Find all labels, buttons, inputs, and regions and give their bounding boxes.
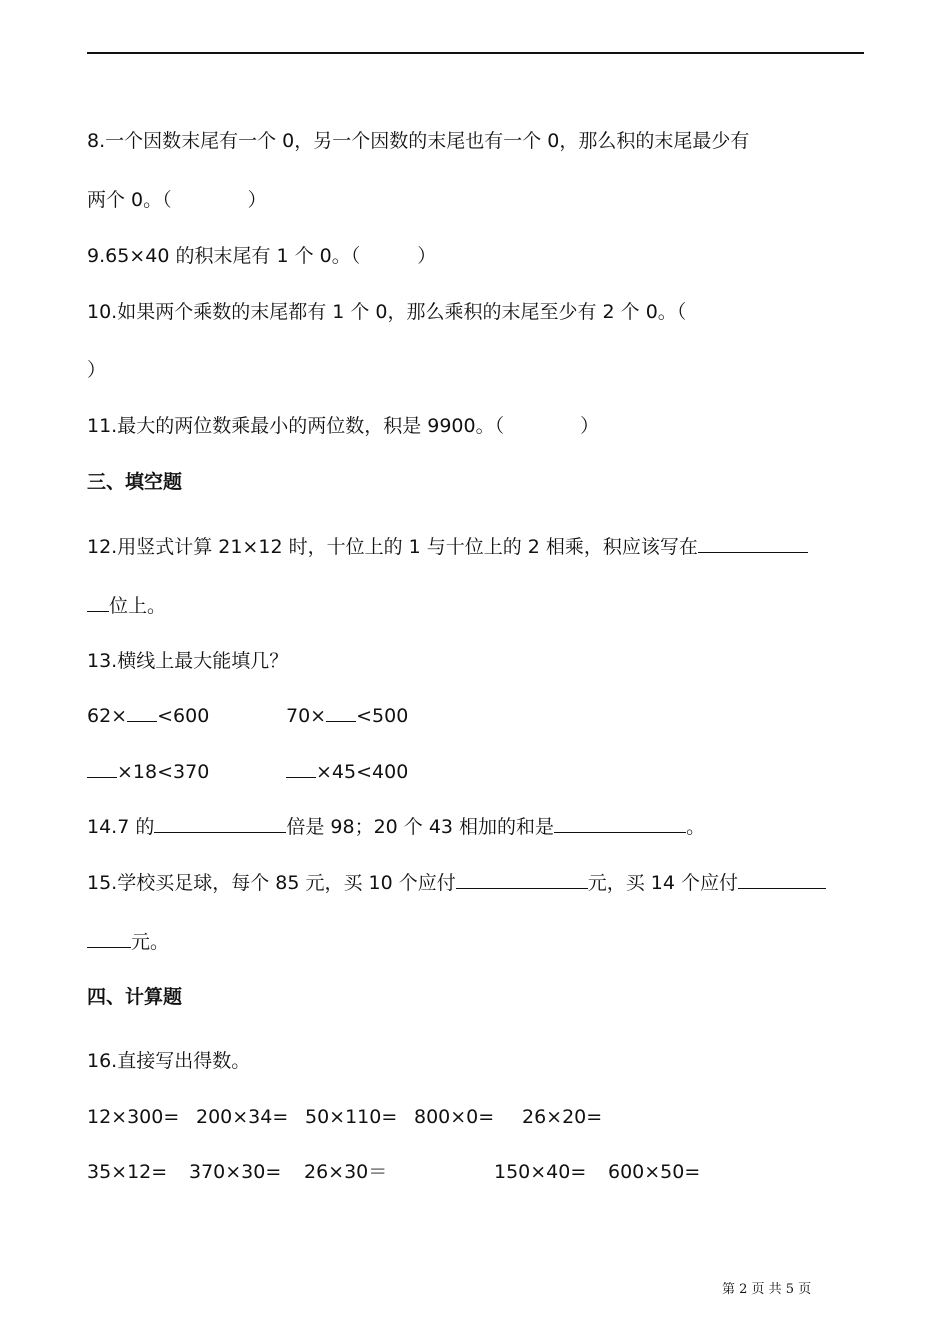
question-12-text: 12.用竖式计算 21×12 时，十位上的 1 与十位上的 2 相乘，积应该写在 <box>87 536 698 558</box>
calc-item: 50×110= <box>305 1106 398 1128</box>
calc-item: 370×30= <box>189 1161 282 1183</box>
question-10-line2: ） <box>87 359 107 381</box>
question-8-line2: 两个 0。（ ） <box>87 189 267 211</box>
calc-item: 35×12= <box>87 1161 168 1183</box>
question-14 <box>87 814 705 840</box>
question-12-line1 <box>87 534 808 560</box>
question-10-line1: 10.如果两个乘数的末尾都有 1 个 0，那么乘积的末尾至少有 2 个 0。（ <box>87 301 687 323</box>
section-3-heading: 三、填空题 <box>87 471 183 493</box>
section-4-heading: 四、计算题 <box>87 986 183 1008</box>
question-14-text: 14.7 的 <box>87 816 155 838</box>
question-15-text: 元，买 14 个应付 <box>587 872 738 894</box>
question-15-line2 <box>87 929 169 955</box>
answer-blank[interactable] <box>154 814 286 833</box>
answer-blank[interactable] <box>87 759 117 778</box>
question-13-item-2 <box>286 703 408 729</box>
answer-blank[interactable] <box>698 534 808 553</box>
question-12-suffix: 位上。 <box>109 595 167 617</box>
calc-item: 150×40= <box>494 1161 587 1183</box>
calc-item: 26×20= <box>522 1106 603 1128</box>
page-footer: 第 2 页 共 5 页 <box>722 1282 812 1297</box>
question-14-text: 倍是 98；20 个 43 相加的和是 <box>286 816 555 838</box>
header-rule <box>87 52 864 54</box>
question-8-line1: 8.一个因数末尾有一个 0，另一个因数的末尾也有一个 0，那么积的末尾最少有 <box>87 130 750 152</box>
answer-blank[interactable] <box>456 870 588 889</box>
answer-blank[interactable] <box>286 759 316 778</box>
question-15-text: 15.学校买足球，每个 85 元，买 10 个应付 <box>87 872 456 894</box>
item-prefix: 62× <box>87 705 128 727</box>
item-prefix: 70× <box>286 705 327 727</box>
answer-blank[interactable] <box>738 870 826 889</box>
question-15-line1 <box>87 870 826 896</box>
question-16-title: 16.直接写出得数。 <box>87 1050 251 1072</box>
item-suffix: ×45<400 <box>316 761 409 783</box>
calc-item: 800×0= <box>414 1106 495 1128</box>
answer-blank[interactable] <box>326 703 356 722</box>
answer-blank[interactable] <box>127 703 157 722</box>
question-12-line2 <box>87 593 166 619</box>
question-13-item-4 <box>286 759 408 785</box>
question-11: 11.最大的两位数乘最小的两位数，积是 9900。（ ） <box>87 415 600 437</box>
answer-blank[interactable] <box>87 929 131 948</box>
question-9: 9.65×40 的积末尾有 1 个 0。（ ） <box>87 245 437 267</box>
item-suffix: <500 <box>356 705 409 727</box>
question-13-item-1 <box>87 703 209 729</box>
item-suffix: <600 <box>157 705 210 727</box>
calc-item: 26×30＝ <box>304 1161 388 1183</box>
item-suffix: ×18<370 <box>117 761 210 783</box>
question-15-text: 元。 <box>131 931 170 953</box>
calc-item: 12×300= <box>87 1106 180 1128</box>
question-13-item-3 <box>87 759 209 785</box>
question-13-title: 13.横线上最大能填几？ <box>87 650 289 672</box>
answer-blank[interactable] <box>554 814 686 833</box>
calc-item: 200×34= <box>196 1106 289 1128</box>
question-14-text: 。 <box>686 816 706 838</box>
calc-item: 600×50= <box>608 1161 701 1183</box>
answer-blank[interactable] <box>87 593 109 612</box>
